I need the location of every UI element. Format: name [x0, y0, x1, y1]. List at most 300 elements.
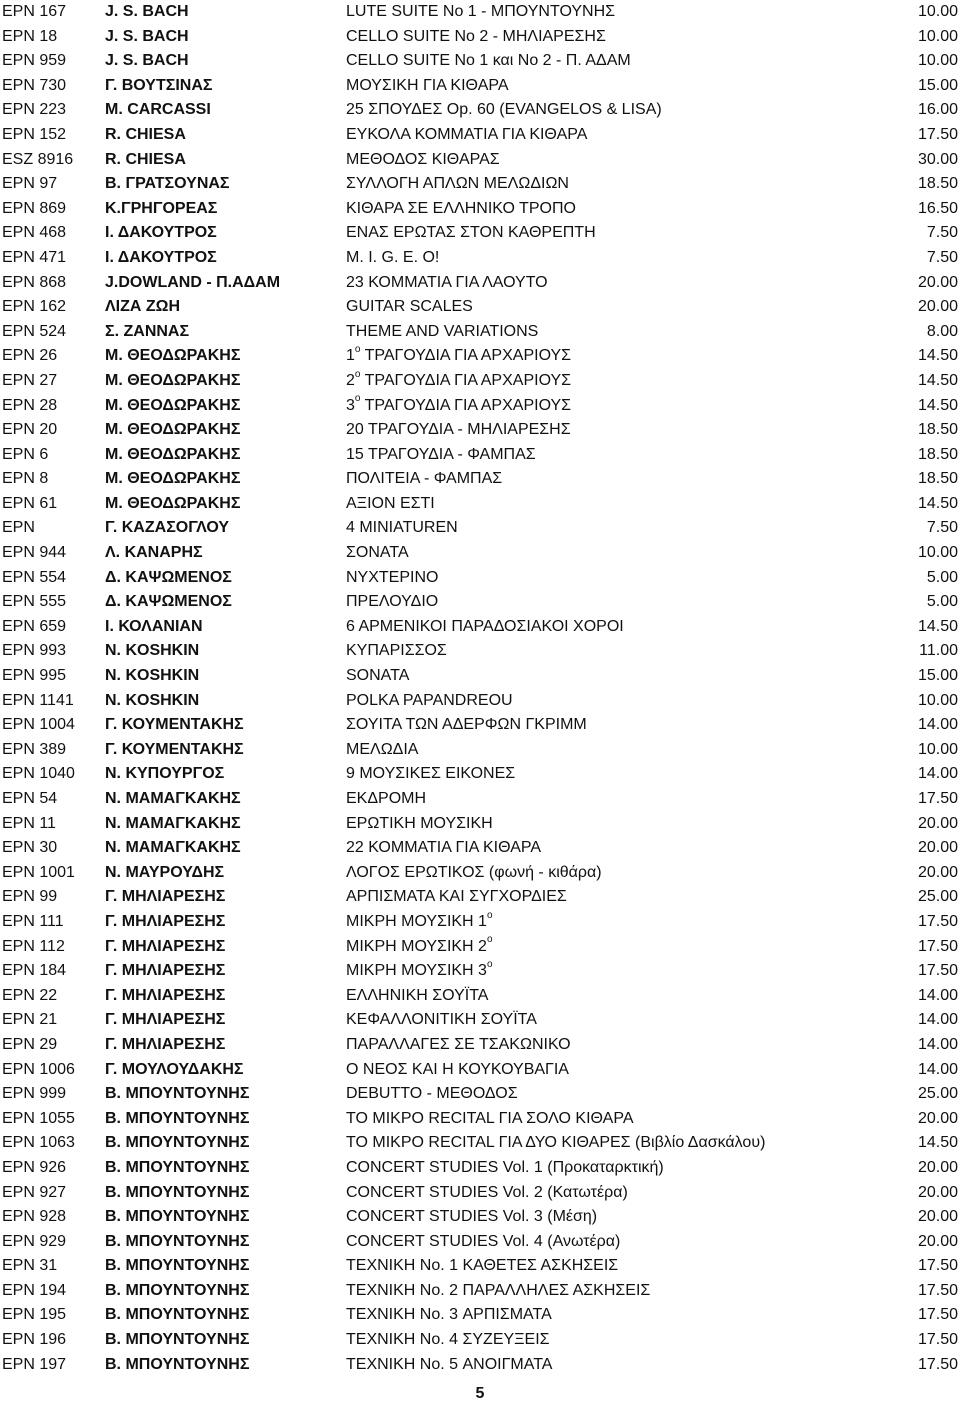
catalog-code: ΕΡΝ 730: [2, 76, 67, 94]
catalog-composer: Μ. ΘΕΟΔΩΡΑΚΗΣ: [105, 371, 241, 389]
catalog-title-text: CELLO SUITE No 2 - ΜΗΛΙΑΡΕΣΗΣ: [346, 27, 606, 45]
catalog-title: [346, 1303, 552, 1328]
catalog-price: 17.50: [917, 1281, 958, 1299]
catalog-title-text: 25 ΣΠΟΥΔΕΣ Op. 60 (EVANGELOS & LISA): [346, 101, 662, 119]
catalog-code: ΕΡΝ 468: [2, 224, 67, 242]
catalog-price: 20.00: [917, 273, 958, 291]
catalog-title-text: 2: [346, 371, 355, 389]
catalog-composer: Β. ΜΠΟΥΝΤΟΥΝΗΣ: [105, 1281, 250, 1299]
catalog-code: ΕΡΝ 197: [2, 1355, 67, 1373]
catalog-row: [0, 172, 960, 197]
catalog-title-text: CONCERT STUDIES Vol. 3 (Μέση): [346, 1208, 598, 1226]
catalog-title-text: ΚΥΠΑΡΙΣΣΟΣ: [346, 642, 447, 660]
catalog-code: ΕΡΝ 22: [2, 986, 58, 1004]
catalog-code: ΕΡΝ 54: [2, 790, 58, 807]
catalog-row: [0, 1254, 960, 1279]
catalog-price: 14.50: [917, 494, 958, 512]
catalog-title-text: CONCERT STUDIES Vol. 2 (Κατωτέρα): [346, 1183, 628, 1201]
catalog-row: [0, 615, 960, 640]
catalog-title: [346, 836, 541, 861]
catalog-code: ΕΡΝ 993: [2, 642, 67, 660]
catalog-price: 20.00: [917, 1183, 958, 1201]
catalog-composer: R. CHIESA: [105, 125, 186, 143]
catalog-title-text: ΤΕΧΝΙΚΗ No. 3 ΑΡΠΙΣΜΑΤΑ: [346, 1306, 552, 1324]
catalog-row: [0, 639, 960, 664]
catalog-title: [346, 689, 513, 714]
catalog-code: ΕΡΝ 555: [2, 593, 67, 611]
catalog-title-text: ΚΙΘΑΡΑ ΣΕ ΕΛΛΗΝΙΚΟ ΤΡΟΠΟ: [346, 199, 576, 217]
catalog-row: [0, 812, 960, 837]
catalog-composer: J. S. BACH: [105, 27, 189, 45]
catalog-title-text: ΠΡΕΛΟΥΔΙΟ: [346, 593, 439, 611]
catalog-composer: Γ. ΜΗΛΙΑΡΕΣΗΣ: [105, 962, 226, 980]
catalog-title-text: ΤΟ ΜΙΚΡΟ RECITAL ΓΙΑ ΣΟΛΟ ΚΙΘΑΡΑ: [346, 1109, 634, 1127]
catalog-title: [346, 1082, 518, 1107]
catalog-title: [346, 25, 606, 50]
catalog-row: [0, 1230, 960, 1255]
catalog-composer: N. KOSHKIN: [105, 642, 200, 660]
catalog-title-text: ΑΞΙΟΝ ΕΣΤΙ: [346, 494, 435, 512]
catalog-price: 10.00: [917, 3, 958, 20]
catalog-composer: ΛΙΖΑ ΖΩΗ: [105, 298, 181, 316]
catalog-title-text: ΕΥΚΟΛΑ ΚΟΜΜΑΤΙΑ ΓΙΑ ΚΙΘΑΡΑ: [346, 125, 588, 143]
catalog-title-text: ΜΙΚΡΗ ΜΟΥΣΙΚΗ 1: [346, 912, 487, 930]
catalog-title: [346, 910, 493, 935]
catalog-title: [346, 1058, 569, 1083]
catalog-title-text: 9 ΜΟΥΣΙΚΕΣ ΕΙΚΟΝΕΣ: [346, 765, 516, 783]
catalog-composer: J.DOWLAND - Π.ΑΔΑΜ: [105, 273, 281, 291]
catalog-row: [0, 959, 960, 984]
catalog-composer: Β. ΜΠΟΥΝΤΟΥΝΗΣ: [105, 1134, 250, 1152]
catalog-title-text: ΜΙΚΡΗ ΜΟΥΣΙΚΗ 3: [346, 962, 487, 980]
catalog-title: [346, 271, 548, 296]
catalog-price: 14.00: [917, 716, 958, 734]
catalog-title: [346, 369, 571, 394]
catalog-row: [0, 25, 960, 50]
catalog-composer: Β. ΜΠΟΥΝΤΟΥΝΗΣ: [105, 1109, 250, 1127]
catalog-composer: Κ.ΓΡΗΓΟΡΕΑΣ: [105, 199, 218, 217]
catalog-title: [346, 172, 569, 197]
catalog-price: 14.50: [917, 347, 958, 365]
catalog-title: [346, 1230, 620, 1255]
catalog-title-text: ΑΡΠΙΣΜΑΤΑ ΚΑΙ ΣΥΓΧΟΡΔΙΕΣ: [346, 888, 567, 906]
catalog-title-text: ΤΕΧΝΙΚΗ No. 5 ΑΝΟΙΓΜΑΤΑ: [346, 1355, 553, 1373]
catalog-title-rest: ΤΡΑΓΟΥΔΙΑ ΓΙΑ ΑΡΧΑΡΙΟΥΣ: [360, 371, 572, 389]
catalog-title-text: ΕΛΛΗΝΙΚΗ ΣΟΥΪΤΑ: [346, 986, 489, 1004]
catalog-title: [346, 1131, 765, 1156]
catalog-composer: Β. ΜΠΟΥΝΤΟΥΝΗΣ: [105, 1183, 250, 1201]
catalog-title-text: ΛΟΓΟΣ ΕΡΩΤΙΚΟΣ (φωνή - κιθάρα): [346, 863, 602, 881]
catalog-title-text: 3: [346, 396, 355, 414]
catalog-price: 7.50: [926, 248, 958, 266]
catalog-title: [346, 1254, 618, 1279]
catalog-row: [0, 713, 960, 738]
catalog-row: [0, 369, 960, 394]
catalog-title: [346, 861, 602, 886]
catalog-composer: Σ. ΖΑΝΝΑΣ: [105, 322, 190, 340]
catalog-title-text: ΤΟ ΜΙΚΡΟ RECITAL ΓΙΑ ΔΥΟ ΚΙΘΑΡΕΣ (Βιβλίο Δασκάλου): [346, 1134, 766, 1152]
catalog-price: 16.50: [917, 199, 958, 217]
catalog-price: 17.50: [917, 1257, 958, 1275]
catalog-title-text: 22 ΚΟΜΜΑΤΙΑ ΓΙΑ ΚΙΘΑΡΑ: [346, 839, 542, 857]
catalog-title: [346, 1205, 597, 1230]
catalog-composer: Β. ΜΠΟΥΝΤΟΥΝΗΣ: [105, 1257, 250, 1275]
catalog-price: 20.00: [917, 814, 958, 832]
catalog-title: [346, 1353, 552, 1378]
catalog-price: 15.00: [917, 76, 958, 94]
catalog-code: ΕΡΝ 30: [2, 839, 58, 857]
catalog-price: 14.00: [917, 765, 958, 783]
catalog-code: ΕΡΝ 659: [2, 617, 67, 635]
catalog-code: ΕΡΝ 21: [2, 1011, 58, 1029]
catalog-price: 5.00: [926, 568, 958, 586]
catalog-code: ΕΡΝ 26: [2, 347, 58, 365]
catalog-code: ΕΡΝ 112: [2, 937, 65, 955]
catalog-title-text: CONCERT STUDIES Vol. 4 (Ανωτέρα): [346, 1232, 621, 1250]
catalog-title-ordinal: ο: [354, 393, 361, 405]
catalog-row: [0, 1033, 960, 1058]
catalog-title: [346, 1328, 550, 1353]
catalog-title: [346, 221, 596, 246]
catalog-title: [346, 541, 409, 566]
catalog-row: [0, 49, 960, 74]
catalog-row: [0, 246, 960, 271]
catalog-title-text: 23 ΚΟΜΜΑΤΙΑ ΓΙΑ ΛΑΟΥΤΟ: [346, 273, 548, 291]
catalog-code: ΕΡΝ 524: [2, 322, 67, 340]
catalog-composer: Γ. ΒΟΥΤΣΙΝΑΣ: [105, 76, 213, 94]
catalog-title-ordinal: ο: [354, 343, 361, 355]
catalog-row: [0, 590, 960, 615]
catalog-code: ΕΡΝ 868: [2, 273, 67, 291]
catalog-title-text: ΕΚΔΡΟΜΗ: [346, 790, 427, 807]
catalog-price: 17.50: [917, 937, 958, 955]
catalog-composer: Γ. ΜΟΥΛΟΥΔΑΚΗΣ: [105, 1060, 244, 1078]
catalog-row: [0, 492, 960, 517]
catalog-code: ΕΡΝ 959: [2, 52, 67, 70]
catalog-price: 17.50: [917, 790, 958, 807]
catalog-composer: Δ. ΚΑΨΩΜΕΝΟΣ: [105, 568, 232, 586]
catalog-price: 16.00: [917, 101, 958, 119]
catalog-composer: R. CHIESA: [105, 150, 186, 168]
catalog-title-text: LUTE SUITE No 1 - ΜΠΟΥΝΤΟΥΝΗΣ: [346, 3, 616, 20]
catalog-composer: Β. ΜΠΟΥΝΤΟΥΝΗΣ: [105, 1232, 250, 1250]
catalog-composer: Ι. ΔΑΚΟΥΤΡΟΣ: [105, 224, 217, 242]
catalog-composer: Λ. ΚΑΝΑΡΗΣ: [105, 544, 203, 562]
catalog-price: 30.00: [917, 150, 958, 168]
catalog-price: 5.00: [926, 593, 958, 611]
catalog-price: 10.00: [917, 52, 958, 70]
catalog-composer: Γ. ΜΗΛΙΑΡΕΣΗΣ: [105, 1035, 226, 1053]
catalog-row: [0, 1082, 960, 1107]
catalog-title-text: 6 ΑΡΜΕΝΙΚΟΙ ΠΑΡΑΔΟΣΙΑΚΟΙ ΧΟΡΟΙ: [346, 617, 624, 635]
catalog-code: ΕΡΝ 926: [2, 1158, 67, 1176]
catalog-price: 18.50: [917, 470, 958, 488]
catalog-row: [0, 443, 960, 468]
catalog-price: 15.00: [917, 667, 958, 685]
catalog-title: [346, 49, 631, 74]
catalog-title: [346, 664, 409, 689]
catalog-row: [0, 1107, 960, 1132]
catalog-composer: Β. ΜΠΟΥΝΤΟΥΝΗΣ: [105, 1158, 250, 1176]
catalog-code: ΕΡΝ 999: [2, 1085, 67, 1103]
catalog-title: [346, 467, 502, 492]
catalog-price: 17.50: [917, 1331, 958, 1349]
catalog-composer: M. CARCASSI: [105, 101, 211, 119]
catalog-price: 20.00: [917, 863, 958, 881]
catalog-price: 14.00: [917, 1060, 958, 1078]
catalog-title: [346, 246, 439, 271]
catalog-price: 20.00: [917, 1208, 958, 1226]
catalog-title-rest: ΤΡΑΓΟΥΔΙΑ ΓΙΑ ΑΡΧΑΡΙΟΥΣ: [360, 347, 572, 365]
catalog-code: ΕΡΝ 196: [2, 1331, 67, 1349]
catalog-composer: Μ. ΘΕΟΔΩΡΑΚΗΣ: [105, 347, 241, 365]
catalog-price: 14.50: [917, 617, 958, 635]
catalog-title: [346, 787, 426, 812]
catalog-row: [0, 271, 960, 296]
catalog-title-text: Ο ΝΕΟΣ ΚΑΙ Η ΚΟΥΚΟΥΒΑΓΙΑ: [346, 1060, 569, 1078]
catalog-code: ΕΡΝ 27: [2, 371, 58, 389]
catalog-row: [0, 1058, 960, 1083]
catalog-row: [0, 98, 960, 123]
catalog-composer: Γ. ΜΗΛΙΑΡΕΣΗΣ: [105, 912, 226, 930]
catalog-price: 17.50: [917, 1355, 958, 1373]
catalog-title-text: ΣΟΥΙΤΑ ΤΩΝ ΑΔΕΡΦΩΝ ΓΚΡΙΜΜ: [346, 716, 587, 734]
catalog-title: [346, 1107, 634, 1132]
catalog-code: ΕΡΝ 929: [2, 1232, 67, 1250]
catalog-code: ΕΡΝ 927: [2, 1183, 67, 1201]
catalog-composer: Ν. ΜΑΜΑΓΚΑΚΗΣ: [105, 814, 241, 832]
catalog-row: [0, 221, 960, 246]
page-number: 5: [475, 1385, 485, 1402]
catalog-price: 10.00: [917, 691, 958, 709]
catalog-code: ΕΡΝ 1006: [2, 1060, 75, 1078]
catalog-composer: Γ. ΜΗΛΙΑΡΕΣΗΣ: [105, 888, 226, 906]
catalog-title-text: ΕΝΑΣ ΕΡΩΤΑΣ ΣΤΟΝ ΚΑΘΡΕΠΤΗ: [346, 224, 596, 242]
catalog-row: [0, 123, 960, 148]
catalog-row: [0, 787, 960, 812]
catalog-price: 20.00: [917, 1109, 958, 1127]
catalog-code: ESZ 8916: [2, 150, 74, 168]
catalog-title-text: 15 ΤΡΑΓΟΥΔΙΑ - ΦΑΜΠΑΣ: [346, 445, 536, 463]
catalog-row: [0, 1279, 960, 1304]
catalog-title: [346, 0, 615, 25]
catalog-composer: Γ. ΚΟΥΜΕΝΤΑΚΗΣ: [105, 740, 244, 758]
catalog-composer: Γ. ΜΗΛΙΑΡΕΣΗΣ: [105, 986, 226, 1004]
catalog-price: 14.50: [917, 1134, 958, 1152]
catalog-title: [346, 516, 458, 541]
catalog-title: [346, 1008, 537, 1033]
catalog-code: ΕΡΝ 1055: [2, 1109, 75, 1127]
catalog-row: [0, 1353, 960, 1378]
catalog-price: 18.50: [917, 421, 958, 439]
catalog-title: [346, 295, 473, 320]
catalog-title-text: 4 MINIATUREN: [346, 519, 458, 537]
catalog-row: [0, 1303, 960, 1328]
catalog-title: [346, 984, 488, 1009]
catalog-title-text: 1: [346, 347, 355, 365]
catalog-title: [346, 762, 515, 787]
catalog-title: [346, 639, 447, 664]
catalog-composer: Γ. ΜΗΛΙΑΡΕΣΗΣ: [105, 1011, 226, 1029]
catalog-title: [346, 394, 571, 419]
catalog-code: ΕΡΝ 99: [2, 888, 58, 906]
catalog-title-ordinal: ο: [486, 934, 493, 946]
catalog-row: [0, 1328, 960, 1353]
catalog-composer: J. S. BACH: [105, 3, 189, 20]
catalog-composer: Β. ΜΠΟΥΝΤΟΥΝΗΣ: [105, 1306, 250, 1324]
catalog-title: [346, 492, 435, 517]
catalog-code: ΕΡΝ 223: [2, 101, 67, 119]
catalog-price: 14.00: [917, 986, 958, 1004]
catalog-price: 8.00: [926, 322, 958, 340]
catalog-composer: N. KOSHKIN: [105, 667, 200, 685]
catalog-title-text: DEBUTTO - ΜΕΘΟΔΟΣ: [346, 1085, 518, 1103]
catalog-composer: Μ. ΘΕΟΔΩΡΑΚΗΣ: [105, 396, 241, 414]
catalog-code: ΕΡΝ 928: [2, 1208, 67, 1226]
catalog-title-text: ΜΟΥΣΙΚΗ ΓΙΑ ΚΙΘΑΡΑ: [346, 76, 509, 94]
catalog-price: 20.00: [917, 1232, 958, 1250]
catalog-title-text: SONATA: [346, 667, 410, 685]
catalog-composer: N. KOSHKIN: [105, 691, 200, 709]
catalog-title: [346, 1279, 650, 1304]
catalog-title-text: ΠΟΛΙΤΕΙΑ - ΦΑΜΠΑΣ: [346, 470, 503, 488]
catalog-title-text: ΜΙΚΡΗ ΜΟΥΣΙΚΗ 2: [346, 937, 487, 955]
catalog-composer: Μ. ΘΕΟΔΩΡΑΚΗΣ: [105, 494, 241, 512]
catalog-title: [346, 197, 576, 222]
catalog-code: ΕΡΝ 389: [2, 740, 67, 758]
catalog-composer: Γ. ΚΟΥΜΕΝΤΑΚΗΣ: [105, 716, 244, 734]
catalog-title: [346, 566, 438, 591]
catalog-code: ΕΡΝ 6: [2, 445, 49, 463]
catalog-price: 7.50: [926, 224, 958, 242]
catalog-row: [0, 762, 960, 787]
catalog-row: [0, 148, 960, 173]
catalog-code: ΕΡΝ 111: [2, 912, 64, 930]
catalog-title-text: ΤΕΧΝΙΚΗ No. 4 ΣΥΖΕΥΞΕΙΣ: [346, 1331, 550, 1349]
catalog-title-ordinal: ο: [354, 368, 361, 380]
catalog-code: ΕΡΝ 31: [2, 1257, 58, 1275]
catalog-code: ΕΡΝ 869: [2, 199, 67, 217]
catalog-row: [0, 910, 960, 935]
catalog-title: [346, 1156, 664, 1181]
catalog-title: [346, 590, 438, 615]
catalog-row: [0, 984, 960, 1009]
catalog-title: [346, 812, 493, 837]
catalog-row: [0, 418, 960, 443]
catalog-title-text: ΣΟΝΑΤΑ: [346, 544, 409, 562]
catalog-composer: Β. ΓΡΑΤΣΟΥΝΑΣ: [105, 175, 230, 193]
catalog-row: [0, 74, 960, 99]
catalog-code: ΕΡΝ 28: [2, 396, 58, 414]
catalog-row: [0, 394, 960, 419]
catalog-code: ΕΡΝ 97: [2, 175, 58, 193]
catalog-code: ΕΡΝ 18: [2, 27, 58, 45]
catalog-code: ΕΡΝ 20: [2, 421, 58, 439]
catalog-title: [346, 123, 587, 148]
catalog-title-text: ΠΑΡΑΛΛΑΓΕΣ ΣΕ ΤΣΑΚΩΝΙΚΟ: [346, 1035, 571, 1053]
catalog-title: [346, 418, 571, 443]
catalog-price: 10.00: [917, 544, 958, 562]
catalog-title-ordinal: ο: [486, 909, 493, 921]
catalog-row: [0, 1205, 960, 1230]
catalog-price: 20.00: [917, 839, 958, 857]
catalog-row: [0, 467, 960, 492]
catalog-row: [0, 1181, 960, 1206]
catalog-row: [0, 1156, 960, 1181]
catalog-composer: Μ. ΘΕΟΔΩΡΑΚΗΣ: [105, 421, 241, 439]
catalog-code: ΕΡΝ: [2, 519, 35, 537]
catalog-title: [346, 443, 536, 468]
catalog-price: 14.00: [917, 1035, 958, 1053]
catalog-title-text: ΣΥΛΛΟΓΗ ΑΠΛΩΝ ΜΕΛΩΔΙΩΝ: [346, 175, 569, 193]
catalog-title-text: POLKA PAPANDREOU: [346, 691, 513, 709]
catalog-title-text: 20 ΤΡΑΓΟΥΔΙΑ - ΜΗΛΙΑΡΕΣΗΣ: [346, 421, 571, 439]
catalog-code: ΕΡΝ 1001: [2, 863, 75, 881]
catalog-title: [346, 344, 571, 369]
catalog-price: 10.00: [917, 740, 958, 758]
catalog-code: ΕΡΝ 61: [2, 494, 58, 512]
catalog-title: [346, 959, 493, 984]
catalog-row: [0, 1131, 960, 1156]
catalog-row: [0, 861, 960, 886]
catalog-code: ΕΡΝ 29: [2, 1035, 58, 1053]
catalog-price: 14.00: [917, 1011, 958, 1029]
catalog-code: ΕΡΝ 8: [2, 470, 49, 488]
catalog-title-text: CONCERT STUDIES Vol. 1 (Προκαταρκτική): [346, 1158, 664, 1176]
catalog-composer: Β. ΜΠΟΥΝΤΟΥΝΗΣ: [105, 1208, 250, 1226]
catalog-title-text: ΤΕΧΝΙΚΗ No. 2 ΠΑΡΑΛΛΗΛΕΣ ΑΣΚΗΣΕΙΣ: [346, 1281, 651, 1299]
catalog-code: ΕΡΝ 11: [2, 814, 56, 832]
catalog-row: [0, 885, 960, 910]
catalog-code: ΕΡΝ 1040: [2, 765, 75, 783]
catalog-code: ΕΡΝ 944: [2, 544, 67, 562]
catalog-price: 17.50: [917, 912, 958, 930]
catalog-title-rest: ΤΡΑΓΟΥΔΙΑ ΓΙΑ ΑΡΧΑΡΙΟΥΣ: [360, 396, 572, 414]
catalog-row: [0, 197, 960, 222]
catalog-row: [0, 320, 960, 345]
catalog-price: 17.50: [917, 125, 958, 143]
catalog-row: [0, 836, 960, 861]
catalog-row: [0, 344, 960, 369]
catalog-title: [346, 1033, 571, 1058]
catalog-title: [346, 738, 418, 763]
catalog-title-text: ΤΕΧΝΙΚΗ No. 1 ΚΑΘΕΤΕΣ ΑΣΚΗΣΕΙΣ: [346, 1257, 619, 1275]
catalog-composer: Ι. ΚΟΛΑΝΙΑΝ: [105, 617, 203, 635]
catalog-title-text: ΚΕΦΑΛΛΟΝΙΤΙΚΗ ΣΟΥΪΤΑ: [346, 1011, 537, 1029]
catalog-composer: Ι. ΔΑΚΟΥΤΡΟΣ: [105, 248, 217, 266]
catalog-price: 11.00: [919, 642, 958, 660]
catalog-composer: Ν. ΚΥΠΟΥΡΓΟΣ: [105, 765, 225, 783]
catalog-code: ΕΡΝ 152: [2, 125, 67, 143]
catalog-price: 18.50: [917, 445, 958, 463]
catalog-title-text: ΕΡΩΤΙΚΗ ΜΟΥΣΙΚΗ: [346, 814, 493, 832]
catalog-title-text: Μ. Ι. G. E. O!: [346, 248, 440, 266]
catalog-price: 20.00: [917, 298, 958, 316]
catalog-title-text: THEME AND VARIATIONS: [346, 322, 539, 340]
catalog-code: ΕΡΝ 995: [2, 667, 67, 685]
catalog-price: 10.00: [917, 27, 958, 45]
catalog-code: ΕΡΝ 195: [2, 1306, 67, 1324]
catalog-composer: Ν. ΜΑΜΑΓΚΑΚΗΣ: [105, 790, 241, 807]
catalog-title-ordinal: ο: [486, 958, 493, 970]
catalog-title: [346, 615, 624, 640]
catalog-row: [0, 295, 960, 320]
catalog-code: ΕΡΝ 194: [2, 1281, 67, 1299]
catalog-title: [346, 320, 538, 345]
catalog-composer: Β. ΜΠΟΥΝΤΟΥΝΗΣ: [105, 1085, 250, 1103]
catalog-price: 20.00: [917, 1158, 958, 1176]
catalog-composer: Μ. ΘΕΟΔΩΡΑΚΗΣ: [105, 470, 241, 488]
